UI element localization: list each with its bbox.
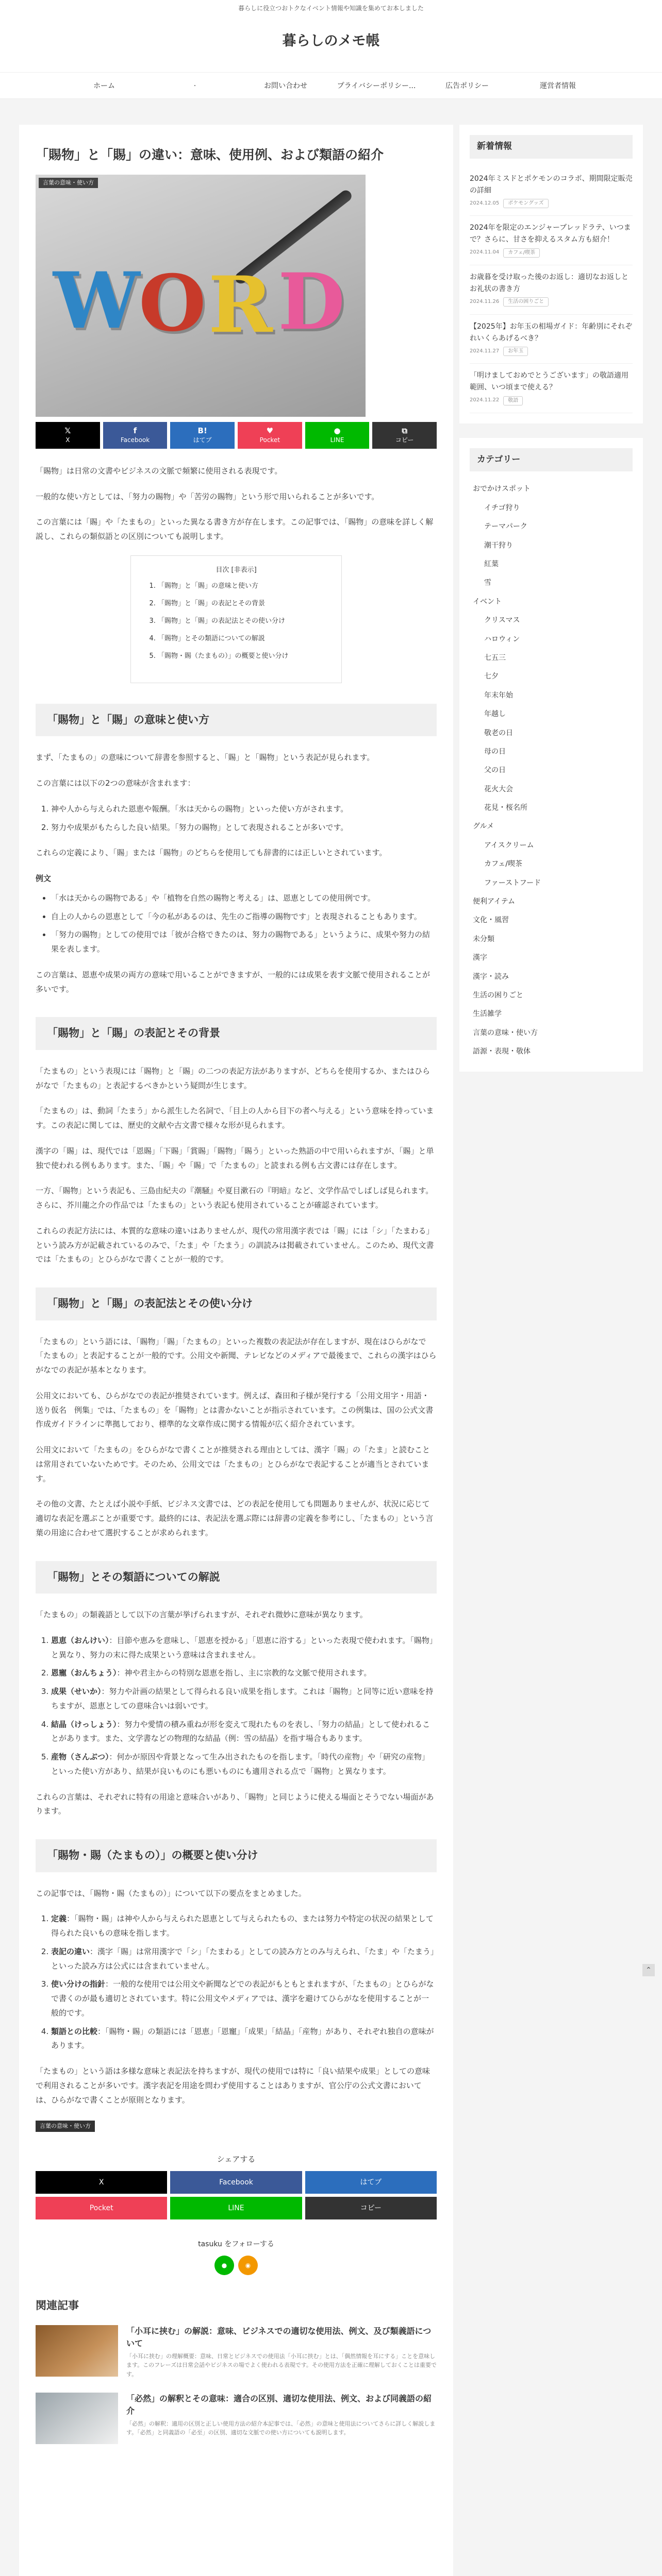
list-item: 3. 成果（せいか）：努力や計画の結果として得られる良い成果を指します。これは「賜物」と同等に近い意味を持ちますが、恩恵としての意味合いは弱いです。 — [51, 1685, 437, 1714]
paragraph: この言葉は、恩恵や成果の両方の意味で用いることができますが、一般的には成果を表す文脈で使用されることが多いです。 — [36, 970, 431, 994]
share-x-button[interactable]: X — [36, 2171, 167, 2194]
category-item[interactable]: 語源・表現・敬体 — [473, 1047, 531, 1056]
news-tag[interactable]: 敬語 — [503, 396, 523, 405]
paragraph: これらの定義により、「賜」または「賜物」のどちらを使用しても辞書的には正しいとされています。 — [36, 848, 387, 858]
list-item: 2. 表記の違い：漢字「賜」は常用漢字で「シ」「たまわる」としての読み方とのみ与えられ、「たま」や「たまう」といった読み方は公式には含まれていません。 — [51, 1945, 437, 1974]
term: 産物（さんぶつ） — [51, 1752, 109, 1762]
toc-item[interactable]: 1. 「賜物」と「賜」の意味と使い方 — [158, 580, 330, 593]
toc-item[interactable]: 4. 「賜物」とその類語についての解説 — [158, 632, 330, 646]
category-item[interactable]: イチゴ狩り — [484, 503, 520, 512]
section-heading: 「賜物・賜（たまもの）」の概要と使い分け — [36, 1839, 437, 1872]
related-article[interactable] — [36, 2325, 437, 2379]
list-item: 2. 努力や成果がもたらした良い結果。「努力の賜物」として表現されることが多いです。 — [51, 821, 437, 835]
share-pocket-button[interactable]: Pocket — [36, 2197, 167, 2219]
category-item[interactable]: 七五三 — [484, 653, 506, 662]
list-item: • 「努力の賜物」としての使用では「彼が合格できたのは、努力の賜物である」というように、成果や努力の結果を表します。 — [51, 928, 437, 957]
related-thumbnail[interactable] — [36, 2325, 118, 2377]
paragraph: 「たまもの」の類義語として以下の言葉が挙げられますが、それぞれ微妙に意味が異なります。 — [36, 1610, 368, 1620]
news-item[interactable] — [470, 167, 633, 216]
category-item[interactable]: 七夕 — [484, 672, 499, 681]
category-item[interactable]: 父の日 — [484, 766, 506, 775]
list-item: 2. 恩寵（おんちょう）：神や君主からの特別な恩恵を指し、主に宗教的な文脈で使用されます。 — [51, 1666, 437, 1681]
paragraph: 「たまもの」は、動詞「たまう」から派生した名詞で、「目上の人から目下の者へ与える」という意味を持っています。この表記に関しては、歴史的文献や古文書で様々な形が見られます。 — [36, 1106, 434, 1130]
line-icon: ● — [334, 426, 341, 435]
term-desc: 努力や計画の結果として得られる良い成果を指します。これは「賜物」と同等に近い意味を持ちますが、恩恵としての意味合いは弱いです。 — [51, 1687, 434, 1710]
word-letter: D — [278, 256, 345, 347]
news-date: 2024.11.26 — [470, 299, 500, 305]
term-desc: 何かが原因や背景となって生み出されたものを指します。「時代の産物」や「研究の産物」といった使い方があり、結果が良いものにも悪いものにも適用される点で「賜物」と異なります。 — [51, 1752, 429, 1776]
go-to-top-button[interactable]: ⌃ — [642, 1964, 655, 1976]
toc-title[interactable]: 目次 [非表示] — [216, 566, 257, 574]
category-item[interactable]: 未分類 — [473, 935, 494, 943]
example-heading: 例文 — [36, 874, 52, 884]
term-desc: 「賜物・賜」の類語には「恩恵」「恩寵」「成果」「結晶」「産物」があり、それぞれ独自の意味があります。 — [51, 2026, 434, 2050]
list-item: 1. 定義：「賜物・賜」は神や人から与えられた恩恵として与えられたもの、または努力や特定の状況の結果として得られた良いもの意味を指します。 — [51, 1912, 437, 1941]
category-item[interactable]: ハロウィン — [484, 635, 520, 643]
news-date: 2024.11.04 — [470, 249, 500, 256]
share-label: X — [65, 436, 70, 444]
share-line-button[interactable] — [305, 422, 370, 449]
nav-about[interactable]: 運営者情報 — [540, 82, 576, 90]
widget-title: カテゴリー — [470, 448, 633, 472]
category-item[interactable]: 言葉の意味・使い方 — [473, 1028, 538, 1037]
category-item[interactable]: 漢字・読み — [473, 972, 509, 981]
related-heading: 関連記事 — [36, 2299, 79, 2312]
term-desc: 「賜物・賜」は神や人から与えられた恩恵として与えられたもの、または努力や特定の状況の結果として得られた良いもの意味を指します。 — [51, 1914, 434, 1938]
copy-icon: ⧉ — [402, 426, 408, 435]
news-date: 2024.11.27 — [470, 348, 500, 354]
paragraph: この言葉には以下の2つの意味が含まれます： — [36, 778, 195, 788]
category-item[interactable]: 母の日 — [484, 747, 506, 756]
paragraph: 「たまもの」という語には、「賜物」「賜」「たまもの」といった複数の表記法が存在しますが、現在はひらがなで「たまもの」と表記することが一般的です。公用文や新聞、テレビなどのメディアで最後まで、これらの漢字はひらがなでの表記が基本となります。 — [36, 1336, 437, 1375]
share-label: Facebook — [120, 436, 150, 444]
news-tag[interactable]: ポケモングッズ — [503, 199, 548, 208]
site-header — [0, 16, 662, 72]
term-desc: 漢字「賜」は常用漢字で「シ」「たまわる」としての読み方とのみ与えられ、「たま」や「たまう」といった読み方は公式には含まれていません。 — [51, 1946, 435, 1971]
rss-icon[interactable]: ◉ — [238, 2256, 258, 2275]
share-label: LINE — [330, 436, 344, 444]
share-heading: シェアする — [217, 2155, 256, 2164]
category-label[interactable]: 言葉の意味・使い方 — [39, 178, 98, 188]
follow-icons — [36, 2256, 437, 2275]
list-item: 3. 使い分けの指針：一般的な使用では公用文や新聞などでの表記がもともとまれますが、「たまもの」とひらがなで書くのが最も適切とされています。特に公用文やメディアでは、漢字を避けてひらがなを使用することが一般的です。 — [51, 1977, 437, 2020]
term: 成果（せいか） — [51, 1687, 102, 1697]
category-widget — [459, 438, 643, 1072]
related-thumbnail[interactable] — [36, 2393, 118, 2444]
toc-item[interactable]: 3. 「賜物」と「賜」の表記法とその使い分け — [158, 615, 330, 628]
list-item: • 「水は天からの賜物である」や「植物を自然の賜物と考える」は、恩恵としての使用例です。 — [51, 891, 437, 906]
category-item[interactable]: 紅葉 — [484, 560, 499, 568]
share-grid-bottom — [36, 2171, 437, 2219]
category-item[interactable]: グルメ — [473, 822, 494, 831]
news-title[interactable]: 2024年を限定のエンジャーブレッドラテ、いつまで？さらに、甘さを抑えるスタム方も紹介！ — [470, 224, 631, 244]
category-item[interactable]: ファーストフード — [484, 878, 541, 887]
news-tag[interactable]: 生活の困りごと — [503, 297, 549, 307]
facebook-icon: f — [133, 426, 137, 435]
category-item[interactable]: 文化・風習 — [473, 916, 509, 925]
category-item[interactable]: 敬老の日 — [484, 728, 513, 737]
term: 使い分けの指針 — [51, 1979, 106, 1989]
term: 恩寵（おんちょう） — [51, 1668, 117, 1678]
paragraph: 「たまもの」という語は多様な意味と表記法を持ちますが、現代の使用では特に「良い結果や成果」としての意味で利用されることが多いです。漢字表記を用途を問わず使用することはありますが、官公庁の公式文書においては、ひらがなで書くことが原則となります。 — [36, 2066, 431, 2105]
news-item[interactable] — [470, 315, 633, 364]
related-article[interactable] — [36, 2393, 437, 2444]
paragraph: 公用文において「たまもの」をひらがなで書くことが推奨される理由としては、漢字「賜」の「たま」と読むことは常用されていないためです。そのため、公用文では「たまもの」とひらがなで表記することが適当とされています。 — [36, 1445, 431, 1483]
site-title[interactable]: 暮らしのメモ帳 — [282, 33, 380, 49]
news-title[interactable]: 「明けましておめでとうございます」の敬語適用範囲、いつ頃まで使える？ — [470, 371, 628, 392]
share-hatebu-button[interactable]: はてブ — [305, 2171, 437, 2194]
share-label: Pocket — [259, 436, 280, 444]
share-label: コピー — [395, 436, 414, 444]
category-item[interactable]: テーマパーク — [484, 522, 527, 531]
intro-paragraph: 一般的な使い方としては、「努力の賜物」や「苦労の賜物」という形で用いられることが多いです。 — [36, 492, 379, 501]
section-heading: 「賜物」と「賜」の表記とその背景 — [36, 1017, 437, 1050]
share-facebook-button[interactable] — [103, 422, 168, 449]
list-item: 4. 結晶（けっしょう）：努力や愛情の積み重ねが形を変えて現れたものを表し、「努力の結晶」として使われることがあります。また、文学書などの物理的な結晶（例：雪の結晶）を指す場合もあります。 — [51, 1718, 437, 1747]
news-title[interactable]: 2024年ミスドとポケモンのコラボ、期間限定販売の詳細 — [470, 174, 633, 195]
related-title[interactable]: 「必然」の解釈とその意味：適合の区別、適切な使用法、例文、および同義語の紹介 — [126, 2393, 432, 2416]
eyecatch-image — [36, 175, 366, 417]
share-copy-button[interactable]: コピー — [305, 2197, 437, 2219]
paragraph: これらの表記方法には、本質的な意味の違いはありませんが、現代の常用漢字表では「賜」には「シ」「たまわる」という読み方が記載されているのみで、「たま」や「たまう」の訓読みは掲載されていません。このため、現代文書では「たまもの」とひらがなで書くことが一般的です。 — [36, 1226, 434, 1264]
term-desc: 一般的な使用では公用文や新聞などでの表記がもともとまれますが、「たまもの」とひらがなで書くのが最も適切とされています。特に公用文やメディアでは、漢字を避けてひらがなを使用することが一般的です。 — [51, 1979, 434, 2018]
paragraph: これらの言葉は、それぞれに特有の用途と意味合いがあり、「賜物」と同じように使える場面とそうでない場面があります。 — [36, 1792, 434, 1816]
term: 恩恵（おんけい） — [51, 1635, 109, 1645]
category-item[interactable]: カフェ/喫茶 — [484, 860, 523, 869]
paragraph: 「たまもの」という表現には「賜物」と「賜」の二つの表記方法がありますが、どちらを使用するか、またはひらがなで「たまもの」と表記するべきかという疑問が生じます。 — [36, 1066, 431, 1090]
x-icon: 𝕏 — [64, 426, 71, 435]
category-item[interactable]: おでかけスポット — [473, 485, 531, 494]
paragraph: 公用文においても、ひらがなでの表記が推奨されています。例えば、森田和子様が発行する「公用文用字・用語・送り仮名 例集」では、「たまもの」を「賜物」とは書かないことが指示されています。この例集は、国の公式文書作成ガイドラインに準拠しており、標準的な文章作成に関する情報が広く紹介されています。 — [36, 1391, 434, 1429]
news-tag[interactable]: カフェ/喫茶 — [503, 248, 540, 258]
nav-separator: · — [193, 82, 196, 90]
toc-item[interactable]: 5. 「賜物・賜（たまもの）」の概要と使い分け — [158, 650, 330, 663]
table-of-contents — [130, 555, 342, 683]
paragraph: その他の文書、たとえば小説や手紙、ビジネス文書では、どの表記を使用しても問題ありませんが、状況に応じて適切な表記を選ぶことが重要です。最終的には、表記法を選ぶ際には辞書の定義を参考にし、「たまもの」という言葉の用途に合わせて選択することが求められます。 — [36, 1499, 434, 1537]
paragraph: この記事では、「賜物・賜（たまもの）」について以下の要点をまとめました。 — [36, 1888, 306, 1898]
related-title[interactable]: 「小耳に挟む」の解説：意味、ビジネスでの適切な使用法、例文、及び類義語について — [126, 2326, 432, 2348]
category-item[interactable]: 年末年始 — [484, 691, 513, 700]
list-item: 1. 神や人から与えられた恩恵や報酬。「氷は天からの賜物」といった使い方がされます。 — [51, 802, 437, 817]
news-item[interactable] — [470, 364, 633, 413]
term-desc: 努力や愛情の積み重ねが形を変えて現れたものを表し、「努力の結晶」として使われることがあります。また、文学書などの物理的な結晶（例：雪の結晶）を指す場合もあります。 — [51, 1719, 431, 1743]
category-item[interactable]: 花火大会 — [484, 785, 513, 793]
content-wrap — [19, 125, 643, 2576]
article-main — [19, 125, 453, 2576]
news-title[interactable]: お歳暮を受け取った後のお返し：適切なお返しとお礼状の書き方 — [470, 273, 628, 293]
share-bar-top — [36, 422, 437, 449]
feedly-icon[interactable]: ● — [214, 2256, 234, 2275]
term-desc: 目節や恵みを意味し、「恩恵を授かる」「恩恵に浴する」といった表現で使われます。「賜物」と異なり、努力の末に得た成果という意味は含まれません。 — [51, 1635, 434, 1659]
term: 結晶（けっしょう） — [51, 1719, 117, 1729]
term: 定義 — [51, 1914, 67, 1924]
nav-contact[interactable]: お問い合わせ — [264, 82, 307, 90]
category-item[interactable]: アイスクリーム — [484, 841, 534, 850]
list-item: 5. 産物（さんぶつ）：何かが原因や背景となって生み出されたものを指します。「時代の産物」や「研究の産物」といった使い方があり、結果が良いものにも悪いものにも適用される点で「賜物」と異なります。 — [51, 1750, 437, 1779]
widget-title: 新着情報 — [470, 135, 633, 159]
category-item[interactable]: イベント — [473, 597, 502, 606]
list-item: 4. 類語との比較：「賜物・賜」の類語には「恩恵」「恩寵」「成果」「結晶」「産物」があり、それぞれ独自の意味があります。 — [51, 2025, 437, 2054]
paragraph: まず、「たまもの」の意味について辞書を参照すると、「賜」と「賜物」という表記が見られます。 — [36, 753, 375, 762]
nav-privacy[interactable]: プライバシーポリシー... — [337, 82, 416, 90]
category-item[interactable]: 生活雑学 — [473, 1010, 502, 1019]
word-letter: O — [139, 258, 206, 349]
section-heading: 「賜物」と「賜」の表記法とその使い分け — [36, 1287, 437, 1320]
news-title[interactable]: 【2025年】お年玉の相場ガイド：年齢別にそれぞれいくらあげるべき？ — [470, 322, 633, 343]
news-tag[interactable]: お年玉 — [503, 347, 528, 356]
term: 表記の違い — [51, 1946, 90, 1956]
news-item[interactable] — [470, 216, 633, 265]
paragraph: 一方、「賜物」という表記も、三島由紀夫の『潮騒』や夏目漱石の『明暗』など、文学作品でしばしば見られます。さらに、芥川龍之介の作品では「たまもの」という表記も使用されていることが確認されています。 — [36, 1186, 434, 1210]
share-x-button[interactable] — [36, 422, 100, 449]
term: 類語との比較 — [51, 2026, 98, 2036]
category-item[interactable]: 生活の困りごと — [473, 991, 523, 999]
article-title: 「賜物」と「賜」の違い：意味、使用例、および類語の紹介 — [36, 147, 384, 162]
news-date: 2024.11.22 — [470, 397, 500, 403]
section-heading: 「賜物」と「賜」の意味と使い方 — [36, 704, 437, 737]
share-label: はてブ — [193, 436, 212, 444]
category-item[interactable]: 漢字 — [473, 954, 487, 962]
category-item[interactable]: 便利アイテム — [473, 897, 516, 906]
section-heading: 「賜物」とその類語についての解説 — [36, 1561, 437, 1594]
news-date: 2024.12.05 — [470, 200, 500, 206]
word-letter: R — [208, 259, 273, 350]
new-posts-widget — [459, 125, 643, 423]
list-item: 1. 恩恵（おんけい）：目節や恵みを意味し、「恩恵を授かる」「恩恵に浴する」といった表現で使われます。「賜物」と異なり、努力の末に得た成果という意味は含まれません。 — [51, 1634, 437, 1663]
top-announcement: 暮らしに役立つおトクなイベント情報や知識を集めてお本しました — [0, 0, 662, 16]
category-list — [470, 480, 633, 1061]
paragraph: 漢字の「賜」は、現代では「恩賜」「下賜」「賞賜」「賜物」「賜う」といった熟語の中で用いられますが、「賜」と単独で使われる例もあります。また、「賜」や「賜」で「たまもの」と読まれる例も古文書には存在します。 — [36, 1146, 434, 1170]
related-snippet: 「小耳に挟む」の理解概要：意味、日常とビジネスでの使用法「小耳に挟む」とは、「偶然情報を耳にする」ことを意味します。このフレーズは日常会話やビジネスの場でよく使われる表現です。その使用方法を正確に理解しておくことは重要です。 — [126, 2352, 437, 2378]
word-letter: W — [53, 255, 140, 346]
share-pocket-button[interactable] — [238, 422, 302, 449]
related-snippet: 「必然」の解釈：適用の区別と正しい使用方法の紹介本記事では、「必然」の意味と使用法についてさらに詳しく解説します。「必然」と同義語の「必至」の区別、適切な文脈での使い方についても説明します。 — [126, 2420, 436, 2436]
sidebar — [459, 125, 643, 2576]
share-line-button[interactable]: LINE — [170, 2197, 302, 2219]
follow-heading: tasuku をフォローする — [198, 2240, 274, 2249]
share-facebook-button[interactable]: Facebook — [170, 2171, 302, 2194]
share-copy-button[interactable] — [372, 422, 437, 449]
category-item[interactable]: 雪 — [484, 579, 491, 587]
category-item[interactable]: 潮干狩り — [484, 541, 513, 550]
global-nav — [0, 72, 662, 99]
category-item[interactable]: 花見・桜名所 — [484, 804, 527, 812]
nav-ad-policy[interactable]: 広告ポリシー — [445, 82, 489, 90]
news-item[interactable] — [470, 265, 633, 315]
category-item[interactable]: クリスマス — [484, 616, 520, 625]
category-tag[interactable]: 言葉の意味・使い方 — [36, 2121, 95, 2132]
hatena-icon: B! — [197, 426, 207, 435]
category-item[interactable]: 年越し — [484, 710, 506, 719]
intro-paragraph: 「賜物」は日常の文書やビジネスの文脈で頻繁に使用される表現です。 — [36, 466, 283, 476]
share-hatebu-button[interactable] — [170, 422, 235, 449]
article-body — [36, 464, 437, 2108]
list-item: • 自上の人からの恩恵として「今の私があるのは、先生のご指導の賜物です」と表現されることもあります。 — [51, 910, 437, 924]
intro-paragraph: この言葉には「賜」や「たまもの」といった異なる書き方が存在します。この記事では、「賜物」の意味を詳しく解説し、これらの類似語との区別についても説明します。 — [36, 517, 434, 541]
toc-item[interactable]: 2. 「賜物」と「賜」の表記とその背景 — [158, 597, 330, 611]
pocket-icon: ♥ — [266, 426, 274, 435]
term-desc: 神や君主からの特別な恩恵を指し、主に宗教的な文脈で使用されます。 — [124, 1668, 372, 1678]
nav-home[interactable]: ホーム — [93, 82, 115, 90]
